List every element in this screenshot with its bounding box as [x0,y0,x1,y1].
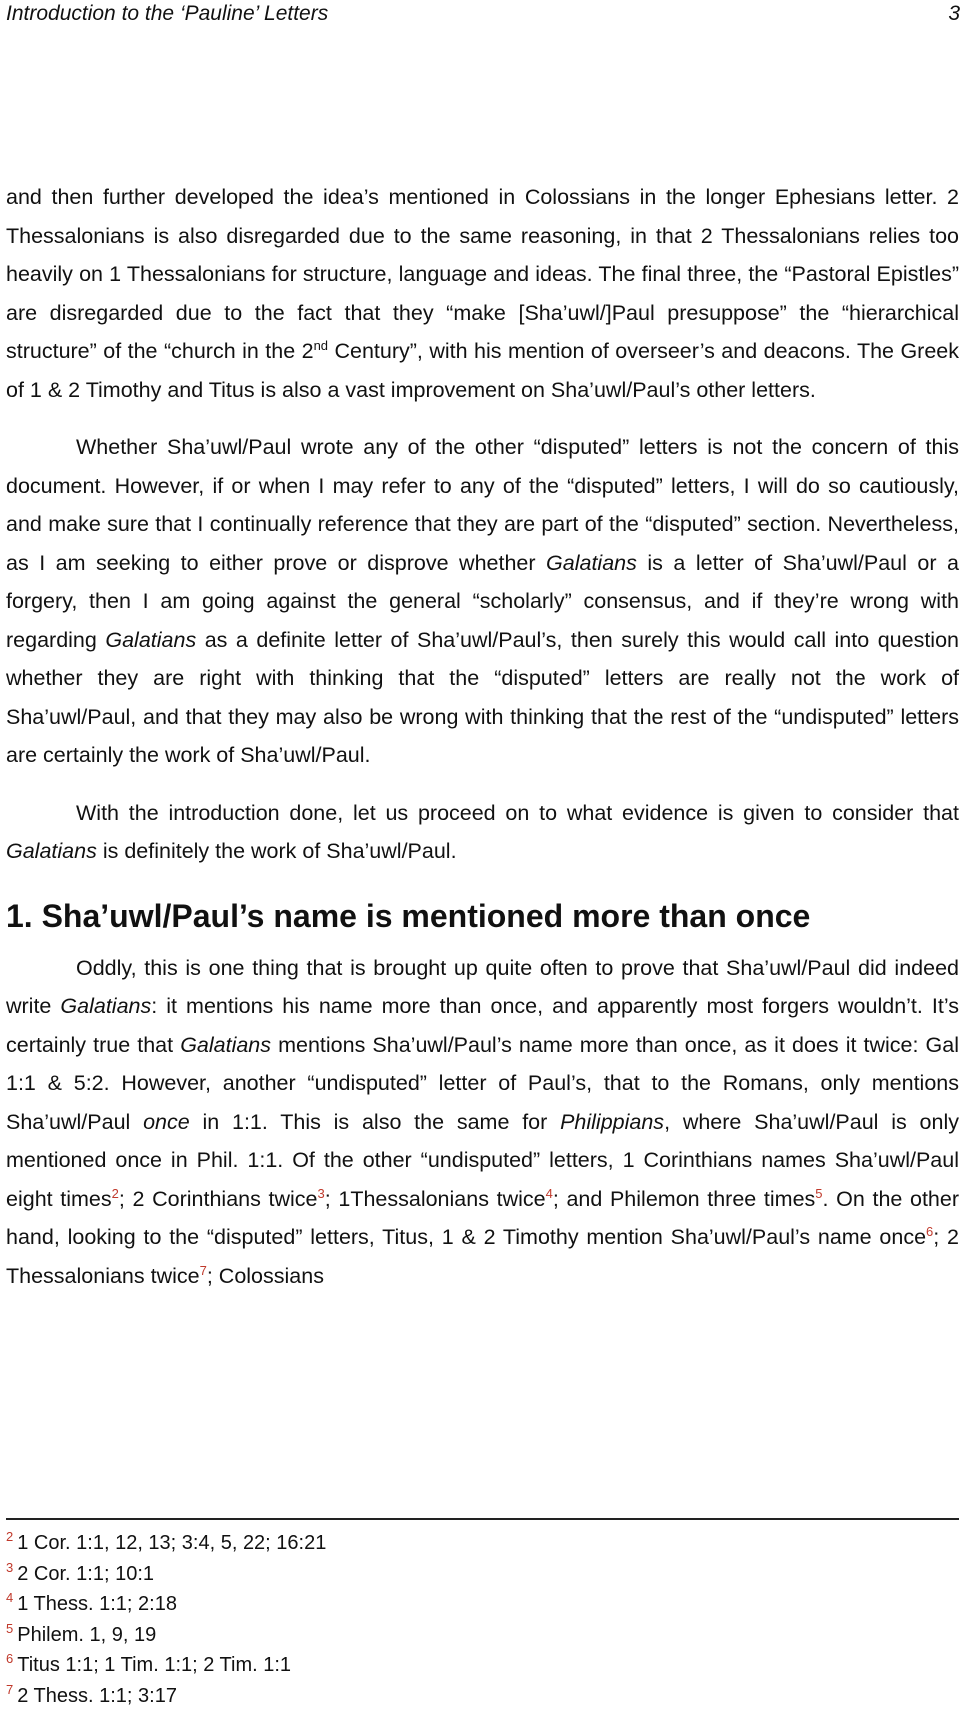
footnote-item [6,1589,959,1620]
italic-title: Galatians [180,1032,272,1057]
text-run: ; 2 Thessalonians twice [6,1225,959,1288]
italic-word: once [143,1109,190,1134]
footnote-text: 2 Thess. 1:1; 3:17 [17,1684,177,1707]
footnote-text: 1 Cor. 1:1, 12, 13; 3:4, 5, 22; 16:21 [17,1532,327,1554]
footnote-item [6,1620,959,1651]
footnote-marker: 3 [6,1559,14,1575]
paragraph-3 [6,794,959,871]
section-heading: 1. Sha’uwl/Paul’s name is mentioned more than once [6,897,811,934]
text-run: mentions Sha’uwl/Paul’s name more than once, as it does it twice: Gal 1:1 & 5:2. However, another “undisputed” letter of Paul’s, that to the Romans, only mentions Sha’uwl/Paul [6,1032,959,1134]
footnote-text: 1 Thess. 1:1; 2:18 [17,1593,177,1615]
footnote-ref-4[interactable]: 4 [545,1185,553,1201]
running-header [6,0,960,30]
footnote-text: Philem. 1, 9, 19 [17,1623,157,1646]
footnote-ref-5[interactable]: 5 [815,1185,823,1201]
text-run: , where Sha’uwl/Paul is only mentioned once in Phil. 1:1. Of the other “undisputed” letters, 1 Corinthians names Sha’uwl/Paul eight times [6,1109,959,1211]
footnote-item [6,1650,959,1681]
text-run: Whether Sha’uwl/Paul wrote any of the other “disputed” letters is not the concern of this document. However, if or when I may refer to any of the “disputed” letters, I will do so cautiously, and make sure that I continually reference that they are part of the “disputed” section. Nevertheless, as I am seeking to either prove or disprove whether [6,435,959,575]
header-title: Introduction to the ‘Pauline’ Letters [6,2,329,25]
paragraph-4 [6,949,959,1296]
footnote-ref-6[interactable]: 6 [926,1223,934,1239]
footnote-item [6,1528,959,1559]
footnote-item [6,1681,959,1712]
italic-title: Galatians [546,550,637,575]
footnote-ref-3[interactable]: 3 [317,1185,325,1201]
text-run: With the introduction done, let us proceed on to what evidence is given to consider that [76,800,959,825]
text-run: ; Colossians [206,1263,324,1288]
text-run: is definitely the work of Sha’uwl/Paul. [96,839,457,863]
footnote-marker: 4 [6,1590,14,1606]
text-run: in 1:1. This is also the same for [189,1109,561,1134]
footnote-text: 2 Cor. 1:1; 10:1 [17,1562,154,1585]
text-run: ; 1Thessalonians twice [324,1186,546,1211]
footnote-ref-7[interactable]: 7 [199,1262,207,1278]
text-run: . On the other hand, looking to the “disputed” letters, Titus, 1 & 2 Timothy mention Sha’uwl/Paul’s name once [6,1186,960,1249]
footnote-marker: 2 [6,1529,14,1545]
footnote-marker: 5 [6,1620,14,1636]
text-run: Century”, with his mention of overseer’s and deacons. The Greek of 1 & 2 Timothy and Titus is also a vast improvement on Sha’uwl/Paul’s other letters. [6,339,959,402]
footnote-marker: 6 [6,1651,14,1667]
paragraph-2 [6,428,959,775]
footnote-ref-2[interactable]: 2 [111,1185,119,1201]
footnote-marker: 7 [6,1681,14,1697]
footnote-item [6,1559,959,1590]
ordinal-superscript: nd [313,337,329,353]
italic-title: Galatians [60,994,152,1018]
body-text [6,178,959,1295]
text-run: ; and Philemon three times [552,1186,816,1211]
text-run: and then further developed the idea’s mentioned in Colossians in the longer Ephesians letter. 2 Thessalonians is also disregarded due to the same reasoning, in that 2 Thessalonians relies too heavily on 1 Thessalonians for structure, language and ideas. The final three, the “Pastoral Epistles” are disregarded due to the fact that they “make [Sha’uwl/]Paul presuppose” the “hierarchical structure” of the “church in the 2 [6,185,959,363]
text-run: as a definite letter of Sha’uwl/Paul’s, then surely this would call into question whether they are right with thinking that the “disputed” letters are really not the work of Sha’uwl/Paul, and that they may also be wrong with thinking that the rest of the “undisputed” letters are certainly the work of Sha’uwl/Paul. [6,627,959,767]
text-run: is a letter of Sha’uwl/Paul or a forgery, then I am going against the general “scholarly” consensus, and if they’re wrong with regarding [6,550,959,652]
footnotes [6,1528,959,1711]
italic-title: Galatians [105,627,197,652]
paragraph-1 [6,178,959,409]
text-run: ; 2 Corinthians twice [118,1186,318,1211]
italic-title: Galatians [6,839,97,863]
page-number: 3 [948,2,960,25]
footnote-text: Titus 1:1; 1 Tim. 1:1; 2 Tim. 1:1 [17,1654,292,1676]
text-run: : it mentions his name more than once, and apparently most forgers wouldn’t. It’s certainly true that [6,994,959,1057]
italic-title: Philippians [560,1109,665,1134]
text-run: Oddly, this is one thing that is brought up quite often to prove that Sha’uwl/Paul did indeed write [6,955,959,1018]
footnote-separator [6,1518,959,1520]
